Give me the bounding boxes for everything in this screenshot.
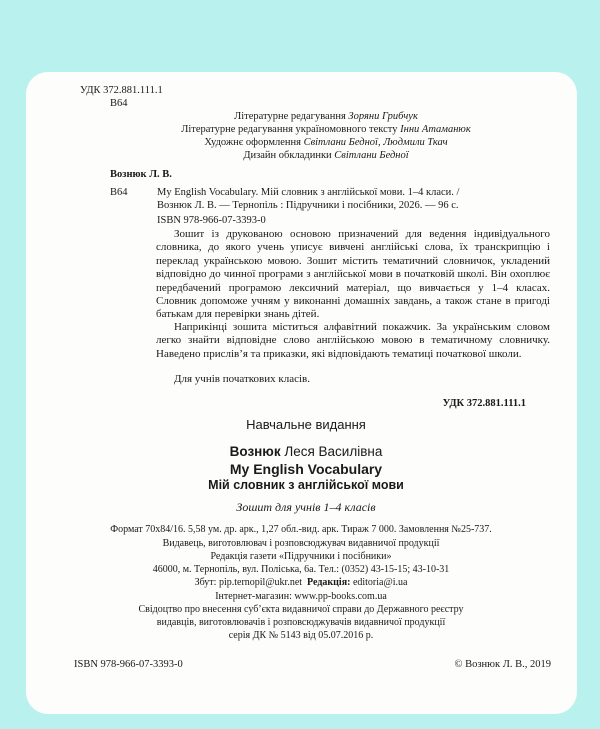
- credit-line-1: [126, 110, 526, 123]
- bib-line-2: Вознюк Л. В. — Тернопіль : Підручники і посібники, 2026. — 96 с.: [157, 200, 459, 211]
- annotation-paragraph-1: Зошит із друкованою основою призначений для ведення індивідуального словника, до якого учень уписує вивчені англійські слова, їх транскрипцію і переклад українською мовою. Зошит містить тематичний словничок, укладений відповідно до чинної програми з англійської мови в початковій школі. Він охоплює передбачений програмою лексичний матеріал, що вивчається у 1–4 класах. Словник допоможе учням у виконанні домашніх завдань, а також стане в пригоді батькам для перевірки знань дітей.: [156, 228, 550, 321]
- author-header: Вознюк Л. В.: [110, 169, 172, 180]
- credit-name: Зоряни Грибчук: [348, 111, 418, 122]
- author-given-names: Леся Василівна: [284, 444, 383, 459]
- sales-email[interactable]: pip.ternopil@ukr.net: [218, 577, 303, 588]
- credit-label: Дизайн обкладинки: [243, 150, 332, 161]
- annotation-paragraph-2: Наприкінці зошита міститься алфавітний покажчик. За українським словом легко знайти відповідне слово англійською мовою в тематичному словничку. Наведено прислів’я та приказки, які відповідають тематиці початкової школи.: [156, 321, 550, 360]
- credit-name: Світлани Бедної: [334, 150, 409, 161]
- imprint-cert-2: видавців, виготовлювачів і розповсюджувачів видавничої продукції: [156, 617, 446, 628]
- imprint-shop: Інтернет-магазин: www.pp-books.com.ua: [215, 591, 387, 602]
- credit-label: Літературне редагування: [234, 111, 346, 122]
- imprint-format: Формат 70х84/16. 5,58 ум. др. арк., 1,27 обл.-вид. арк. Тираж 7 000. Замовлення №25-737.: [110, 524, 492, 535]
- edition-type: Навчальне видання: [246, 417, 366, 432]
- title-page-back: [26, 72, 577, 714]
- editorial-email[interactable]: editoria@i.ua: [352, 577, 408, 588]
- author-full: [166, 444, 446, 459]
- credit-label: Художнє оформлення: [204, 137, 301, 148]
- book-subtitle: Зошит для учнів 1–4 класів: [236, 500, 376, 514]
- udc-bottom: УДК 372.881.111.1: [442, 398, 526, 409]
- bib-isbn: ISBN 978-966-07-3393-0: [157, 215, 266, 226]
- credit-name: Інни Атаманюк: [400, 124, 471, 135]
- imprint-contacts: Збут: pip.ternopil@ukr.net Редакція: editoria@i.ua: [194, 577, 408, 588]
- credit-name: Світлани Бедної, Людмили Ткач: [303, 137, 448, 148]
- imprint-cert-1: Свідоцтво про внесення суб’єкта видавничої справи до Державного реєстру: [138, 604, 464, 615]
- credit-line-2: [126, 123, 526, 136]
- annotation-paragraph-3: Для учнів початкових класів.: [174, 373, 310, 385]
- author-surname: Вознюк: [229, 444, 281, 459]
- imprint-publisher-2: Редакція газети «Підручники і посібники»: [210, 551, 392, 562]
- bib-code: В64: [110, 187, 128, 198]
- copyright: © Вознюк Л. В., 2019: [454, 659, 551, 670]
- bbk-top: В64: [110, 98, 128, 109]
- credit-line-3: [126, 136, 526, 149]
- book-title-ua: Мій словник з англійської мови: [208, 478, 404, 492]
- imprint-cert-3: серія ДК № 5143 від 05.07.2016 р.: [228, 630, 374, 641]
- udc-top: УДК 372.881.111.1: [80, 85, 163, 96]
- credit-line-4: [126, 149, 526, 162]
- credit-label: Літературне редагування україномовного тексту: [181, 124, 398, 135]
- book-title-en: My English Vocabulary: [229, 461, 383, 477]
- isbn-bottom: ISBN 978-966-07-3393-0: [74, 659, 183, 670]
- imprint-address: 46000, м. Тернопіль, вул. Поліська, 6а. Тел.: (0352) 43-15-15; 43-10-31: [152, 564, 450, 575]
- bib-line-1: My English Vocabulary. Мій словник з англійської мови. 1–4 класи. /: [157, 187, 460, 198]
- imprint-publisher-1: Видавець, виготовлювач і розповсюджувач видавничої продукції: [162, 538, 440, 549]
